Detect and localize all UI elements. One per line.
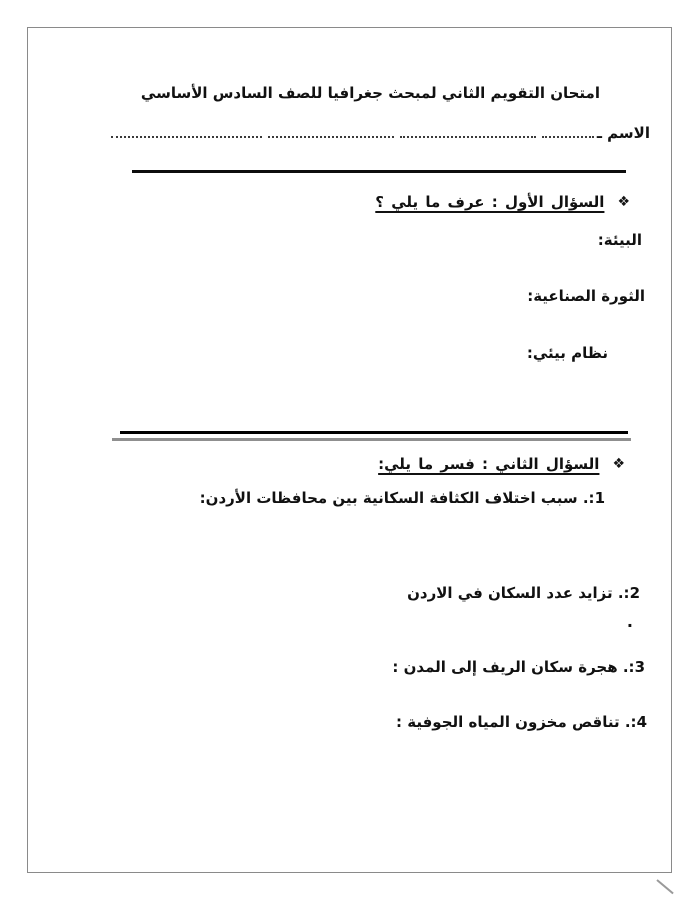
separator-thick-line — [132, 170, 626, 173]
question1-heading-row — [375, 193, 630, 211]
page-border-frame — [27, 27, 672, 873]
name-dotted-line — [268, 132, 393, 138]
name-dotted-line — [111, 132, 262, 138]
question2-heading-row — [378, 455, 625, 473]
stray-period: . — [626, 612, 633, 631]
name-dotted-line — [542, 132, 594, 138]
define-term-environment: البيئة: — [597, 231, 642, 249]
explain-item-3: 3:. هجرة سكان الريف إلى المدن : — [392, 658, 645, 676]
question2-heading: السؤال الثاني : فسر ما يلي: — [378, 455, 600, 473]
name-field-row — [108, 118, 650, 142]
explain-item-4: 4:. تناقص مخزون المياه الجوفية : — [396, 713, 647, 731]
diamond-bullet-icon: ❖ — [617, 194, 630, 210]
question1-heading: السؤال الأول : عرف ما يلي ؟ — [375, 193, 605, 211]
separator-double-line-top — [120, 431, 628, 434]
scan-corner-mark — [656, 879, 673, 894]
define-term-industrial-revolution: الثورة الصناعية: — [527, 287, 645, 305]
define-term-ecosystem: نظام بيئي: — [526, 344, 608, 362]
name-dotted-line — [400, 132, 536, 138]
diamond-bullet-icon: ❖ — [612, 456, 625, 472]
name-label: الاسم ـ — [596, 124, 650, 142]
exam-title: امتحان التقويم الثاني لمبحث جغرافيا للصف السادس الأساسي — [140, 84, 600, 102]
explain-item-1: 1:. سبب اختلاف الكثافة السكانية بين محافظات الأردن: — [199, 489, 605, 507]
separator-double-line-bottom — [112, 438, 631, 441]
explain-item-2: 2:. تزايد عدد السكان في الاردن — [407, 584, 640, 602]
